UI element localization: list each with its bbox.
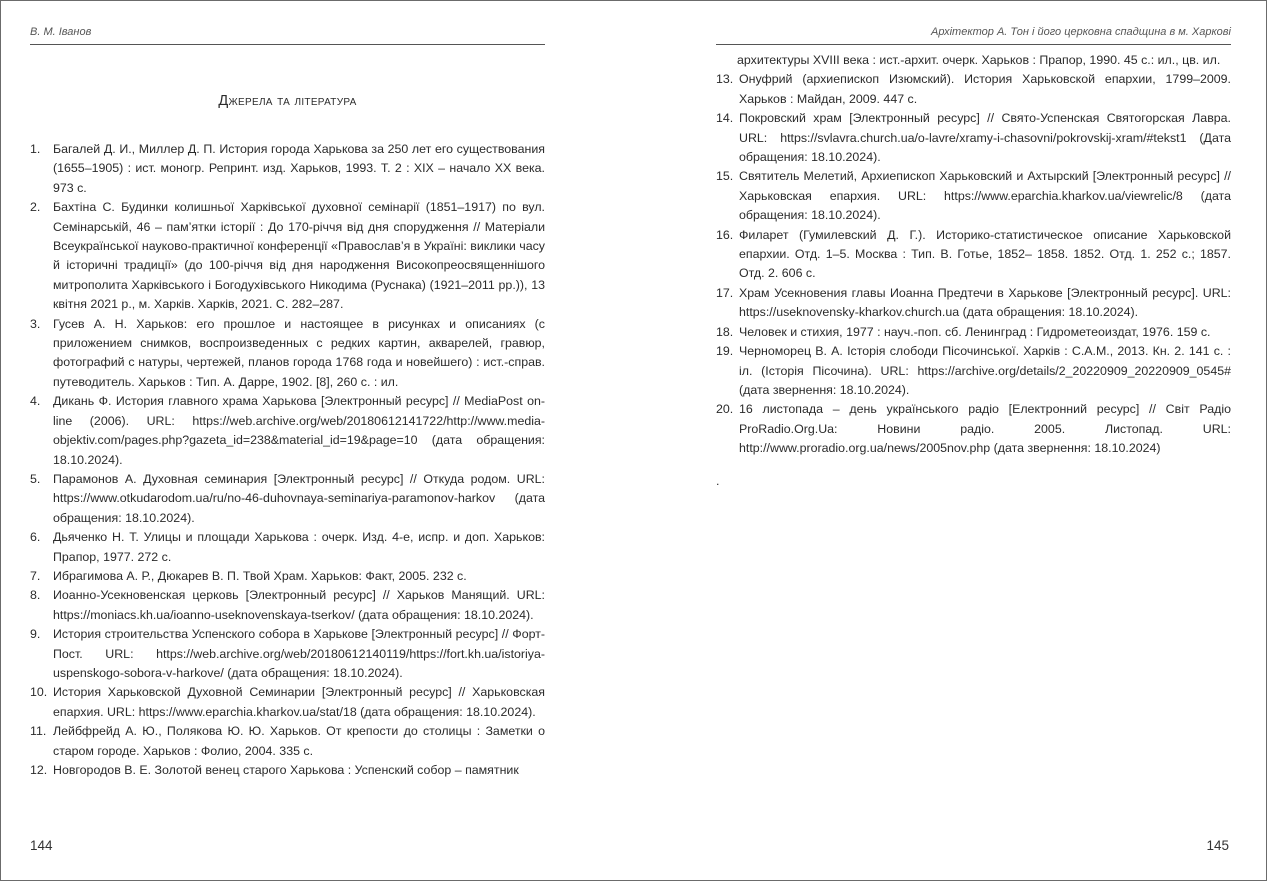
reference-number: 19. bbox=[716, 344, 734, 359]
reference-item bbox=[716, 70, 1231, 109]
reference-text: Ибрагимова А. Р., Дюкарев В. П. Твой Храм. Харьков: Факт, 2005. 232 с. bbox=[53, 568, 467, 583]
reference-text: Храм Усекновения главы Иоанна Предтечи в Харькове [Электронный ресурс]. URL: https://useknovensky-kharkov.church.ua (дата обращения: 18.10.2024). bbox=[739, 285, 1231, 320]
reference-number: 2. bbox=[30, 200, 41, 215]
reference-number: 5. bbox=[30, 471, 41, 486]
reference-number: 4. bbox=[30, 394, 41, 409]
reference-text: Бахтіна С. Будинки колишньої Харківської духовної семінарії (1851–1917) по вул. Семінарській, 46 – пам’ятки історії : До 170-річчя від дня спорудження // Матеріали Всеукраїнської науково-практичної конференції «Православ’я в Україні: виклики часу й історичні традиції» (до 100-річчя від дня народження Високопреосвященнішого митрополита Харківського і Богодухівського Никодима (Руснака) (1921–2011 рр.)), 13 квітня 2021 р., м. Харків. Харків, 2021. С. 282–287. bbox=[53, 200, 545, 312]
reference-item bbox=[716, 226, 1231, 284]
reference-list-right bbox=[716, 51, 1231, 459]
reference-item bbox=[30, 528, 545, 567]
reference-number: 18. bbox=[716, 324, 734, 339]
reference-number: 10. bbox=[30, 685, 48, 700]
reference-item bbox=[716, 400, 1231, 458]
reference-text: Багалей Д. И., Миллер Д. П. История города Харькова за 250 лет его существования (1655–1905) : ист. моногр. Репринт. изд. Харьков, 1993. Т. 2 : XIX – начало XX века. 973 с. bbox=[53, 142, 545, 195]
reference-item bbox=[30, 470, 545, 528]
reference-number: 12. bbox=[30, 763, 48, 777]
reference-item bbox=[30, 625, 545, 683]
reference-number: 8. bbox=[30, 588, 41, 603]
reference-number: 7. bbox=[30, 568, 41, 583]
reference-item bbox=[716, 284, 1231, 323]
reference-text: Человек и стихия, 1977 : науч.-поп. сб. Ленинград : Гидрометеоиздат, 1976. 159 с. bbox=[739, 324, 1211, 339]
reference-text: История строительства Успенского собора в Харькове [Электронный ресурс] // Форт-Пост. URL: https://web.archive.org/web/20180612140119/https://fort.kh.ua/istoriya-uspenskogo-sobora-v-harkove/ (дата обращения: 18.10.2024). bbox=[53, 627, 545, 680]
left-page bbox=[30, 0, 545, 881]
reference-text: История Харьковской Духовной Семинарии [Электронный ресурс] // Харьковская епархия. URL: https://www.eparchia.kharkov.ua/stat/18 (дата обращения: 18.10.2024). bbox=[53, 685, 545, 719]
reference-number: 6. bbox=[30, 530, 41, 545]
reference-item bbox=[30, 761, 545, 780]
reference-number: 15. bbox=[716, 169, 734, 184]
section-title: Джерела та література bbox=[218, 93, 357, 109]
reference-text: Новгородов В. Е. Золотой венец старого Харькова : Успенский собор – памятник bbox=[53, 763, 519, 777]
reference-text: Гусев А. Н. Харьков: его прошлое и настоящее в рисунках и описаниях (с приложением снимков, воспроизведенных с редких картин, акварелей, гравюр, фотографий с натуры, чертежей, планов города 1768 года и новейшего) : ист.-справ. путеводитель. Харьков : Тип. А. Дарре, 1902. [8], 260 с. : ил. bbox=[53, 316, 545, 389]
right-page bbox=[716, 0, 1231, 881]
reference-number: 16. bbox=[716, 227, 734, 242]
reference-item bbox=[716, 342, 1231, 400]
reference-item bbox=[716, 109, 1231, 167]
running-head-title: Архітектор А. Тон і його церковна спадщина в м. Харкові bbox=[716, 26, 1231, 45]
reference-list-left bbox=[30, 140, 545, 780]
reference-item bbox=[716, 323, 1231, 342]
reference-item bbox=[30, 567, 545, 586]
reference-text: Иоанно-Усекновенская церковь [Электронный ресурс] // Харьков Манящий. URL: https://moniacs.kh.ua/ioanno-useknovenskaya-tserkov/ (дата обращения: 18.10.2024). bbox=[53, 588, 545, 622]
reference-item bbox=[30, 315, 545, 393]
reference-text: Лейбфрейд А. Ю., Полякова Ю. Ю. Харьков. От крепости до столицы : Заметки о старом городе. Харьков : Фолио, 2004. 335 с. bbox=[53, 724, 545, 758]
reference-continuation: архитектуры XVIII века : ист.-архит. очерк. Харьков : Прапор, 1990. 45 с.: ил., цв. ил. bbox=[737, 53, 1221, 67]
reference-number: 9. bbox=[30, 627, 41, 642]
reference-item bbox=[30, 586, 545, 625]
reference-text: Покровский храм [Электронный ресурс] // Свято-Успенская Святогорская Лавра. URL: https://svlavra.church.ua/o-lavre/xramy-i-chasovni/pokrovskij-xram/#tekst1 (Дата обращения: 18.10.2024). bbox=[739, 111, 1231, 165]
reference-number: 3. bbox=[30, 316, 41, 331]
reference-number: 17. bbox=[716, 285, 734, 300]
reference-item bbox=[30, 140, 545, 198]
reference-number: 1. bbox=[30, 142, 41, 156]
reference-item bbox=[30, 683, 545, 722]
running-head-author: В. М. Іванов bbox=[30, 26, 545, 45]
reference-number: 14. bbox=[716, 111, 734, 126]
reference-text: Парамонов А. Духовная семинария [Электронный ресурс] // Откуда родом. URL: https://www.otkudarodom.ua/ru/no-46-duhovnaya-seminariya-paramonov-harkov (дата обращения: 18.10.2024). bbox=[53, 471, 545, 525]
reference-text: Дикань Ф. История главного храма Харькова [Электронный ресурс] // MediaPost on-line (2006). URL: https://web.archive.org/web/20180612141722/http://www.media-objektiv.com/pages.php?gazeta_id=238&material_id=19&page=10 (дата обращения: 18.10.2024). bbox=[53, 394, 545, 467]
page-number-left: 144 bbox=[30, 838, 53, 853]
reference-text: Святитель Мелетий, Архиепископ Харьковский и Ахтырский [Электронный ресурс] // Харьковская епархия. URL: https://www.eparchia.kharkov.ua/viewrelic/8 (дата обращения: 18.10.2024). bbox=[739, 169, 1231, 223]
reference-item bbox=[30, 722, 545, 761]
reference-text: Онуфрий (архиепископ Изюмский). История Харьковской епархии, 1799–2009. Харьков : Майдан, 2009. 447 с. bbox=[739, 72, 1231, 106]
reference-item bbox=[30, 198, 545, 314]
reference-number: 20. bbox=[716, 402, 734, 417]
reference-item bbox=[30, 392, 545, 470]
reference-number: 11. bbox=[30, 724, 47, 739]
reference-number: 13. bbox=[716, 72, 734, 87]
reference-text: Филарет (Гумилевский Д. Г.). Историко-статистическое описание Харьковской епархии. Отд. 1–5. Москва : Тип. В. Готье, 1852– 1858. 1852. Отд. 1. 252 с.; 1857. Отд. 2. 606 с. bbox=[739, 227, 1231, 281]
reference-text: Дьяченко Н. Т. Улицы и площади Харькова : очерк. Изд. 4-е, испр. и доп. Харьков: Прапор, 1977. 272 с. bbox=[53, 530, 545, 564]
reference-text: Черноморец В. А. Історія слободи Пісочинської. Харків : С.А.М., 2013. Кн. 2. 141 с. : іл. (Історія Пісочина). URL: https://archive.org/details/2_20220909_20220909_0545# (дата звернення: 18.10.2024). bbox=[739, 344, 1231, 397]
trailing-mark: . bbox=[716, 474, 720, 488]
page-number-right: 145 bbox=[1206, 838, 1229, 853]
reference-item bbox=[716, 167, 1231, 225]
reference-text: 16 листопада – день українського радіо [Електронний ресурс] // Світ Радіо ProRadio.Org.Ua: Новини радіо. 2005. Листопад. URL: http://www.proradio.org.ua/news/2005nov.php (дата звернення: 18.10.2024) bbox=[739, 402, 1231, 456]
